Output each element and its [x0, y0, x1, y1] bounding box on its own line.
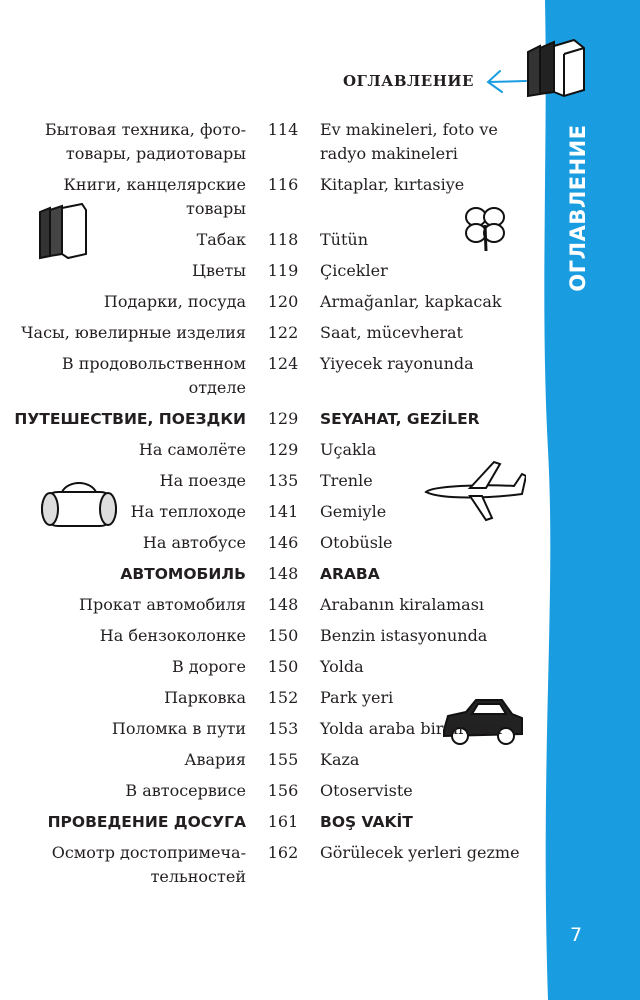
toc-entry[interactable] — [0, 173, 540, 221]
russian-title: На самолёте — [138, 440, 246, 459]
toc-entry[interactable] — [0, 655, 540, 679]
russian-title: Книги, канцелярские товары — [63, 175, 246, 218]
russian-title: Табак — [196, 230, 246, 249]
turkish-title: Park yeri — [320, 688, 394, 707]
turkish-title: Tütün — [320, 230, 369, 249]
russian-title: Прокат автомобиля — [79, 595, 246, 614]
russian-title: Парковка — [164, 688, 246, 707]
turkish-title: Armağanlar, kapkacak — [320, 292, 502, 311]
toc-entry[interactable] — [0, 118, 540, 166]
toc-entry[interactable] — [0, 259, 540, 283]
turkish-title: Ev makineleri, foto ve radyo makineleri — [320, 120, 498, 163]
turkish-title: Arabanın kiralaması — [320, 595, 485, 614]
turkish-title: Benzin istasyonunda — [320, 626, 488, 645]
page-ref: 122 — [267, 323, 299, 342]
page-ref: 161 — [267, 812, 299, 831]
russian-title: АВТОМОБИЛЬ — [120, 565, 246, 583]
turkish-title: Otoserviste — [320, 781, 413, 800]
page-ref: 156 — [267, 781, 299, 800]
toc-entry[interactable] — [0, 624, 540, 648]
turkish-title: Çicekler — [320, 261, 388, 280]
russian-title: ПРОВЕДЕНИЕ ДОСУГА — [47, 813, 246, 831]
russian-title: На теплоходе — [130, 502, 246, 521]
toc-section-heading[interactable] — [0, 810, 540, 834]
turkish-title: Uçakla — [320, 440, 377, 459]
russian-title: На бензоколонке — [99, 626, 246, 645]
page-ref: 135 — [267, 471, 299, 490]
toc-entry[interactable] — [0, 779, 540, 803]
page-ref: 148 — [267, 564, 299, 583]
turkish-title: BOŞ VAKİT — [320, 813, 413, 831]
page-ref: 152 — [267, 688, 299, 707]
page-ref: 119 — [267, 261, 299, 280]
arrow-icon — [484, 68, 528, 94]
page-ref: 150 — [267, 626, 299, 645]
russian-title: Бытовая техника, фото-товары, радиотовары — [44, 120, 246, 163]
russian-title: ПУТЕШЕСТВИЕ, ПОЕЗДКИ — [14, 410, 246, 428]
page-ref: 141 — [267, 502, 299, 521]
turkish-title: ARABA — [320, 565, 380, 583]
russian-title: В дороге — [171, 657, 246, 676]
russian-title: На автобусе — [142, 533, 246, 552]
russian-title: Осмотр достопримеча-тельностей — [51, 843, 246, 886]
toc-entry[interactable] — [0, 469, 540, 493]
russian-title: В автосервисе — [125, 781, 246, 800]
toc-entry[interactable] — [0, 748, 540, 772]
page-number: 7 — [570, 924, 583, 946]
russian-title: На поезде — [159, 471, 246, 490]
toc-section-heading[interactable] — [0, 562, 540, 586]
sidebar-title: ОГЛАВЛЕНИЕ — [566, 124, 590, 292]
page-ref: 162 — [267, 843, 299, 862]
table-of-contents — [0, 118, 540, 896]
turkish-title: SEYAHAT, GEZİLER — [320, 410, 480, 428]
russian-title: Часы, ювелирные изделия — [21, 323, 246, 342]
russian-title: Поломка в пути — [111, 719, 246, 738]
page-ref: 146 — [267, 533, 299, 552]
page-ref: 120 — [267, 292, 299, 311]
page-ref: 150 — [267, 657, 299, 676]
toc-entry[interactable] — [0, 686, 540, 710]
page-ref: 116 — [267, 175, 299, 194]
turkish-title: Otobüsle — [320, 533, 393, 552]
books-icon — [524, 36, 588, 100]
toc-entry[interactable] — [0, 438, 540, 462]
russian-title: Подарки, посуда — [103, 292, 246, 311]
turkish-title: Yolda araba bir arızası — [320, 719, 503, 738]
toc-entry[interactable] — [0, 717, 540, 741]
page-ref: 129 — [267, 440, 299, 459]
turkish-title: Gemiyle — [320, 502, 387, 521]
page-ref: 129 — [267, 409, 299, 428]
page-ref: 155 — [267, 750, 299, 769]
toc-entry[interactable] — [0, 531, 540, 555]
turkish-title: Trenle — [320, 471, 373, 490]
russian-title: В продовольственном отделе — [61, 354, 246, 397]
toc-entry[interactable] — [0, 841, 540, 889]
toc-entry[interactable] — [0, 593, 540, 617]
russian-title: Цветы — [191, 261, 246, 280]
page-ref: 153 — [267, 719, 299, 738]
turkish-title: Yiyecek rayonunda — [320, 354, 474, 373]
turkish-title: Kitaplar, kırtasiye — [320, 175, 465, 194]
turkish-title: Kaza — [320, 750, 360, 769]
toc-section-heading[interactable] — [0, 407, 540, 431]
turkish-title: Saat, mücevherat — [320, 323, 463, 342]
toc-entry[interactable] — [0, 352, 540, 400]
page-ref: 148 — [267, 595, 299, 614]
page-ref: 114 — [267, 120, 299, 139]
page-ref: 118 — [267, 230, 299, 249]
turkish-title: Yolda — [320, 657, 364, 676]
toc-entry[interactable] — [0, 290, 540, 314]
turkish-title: Görülecek yerleri gezme — [320, 843, 520, 862]
toc-entry[interactable] — [0, 228, 540, 252]
page-title: ОГЛАВЛЕНИЕ — [342, 72, 474, 90]
russian-title: Авария — [184, 750, 246, 769]
page-ref: 124 — [267, 354, 299, 373]
toc-entry[interactable] — [0, 500, 540, 524]
toc-entry[interactable] — [0, 321, 540, 345]
